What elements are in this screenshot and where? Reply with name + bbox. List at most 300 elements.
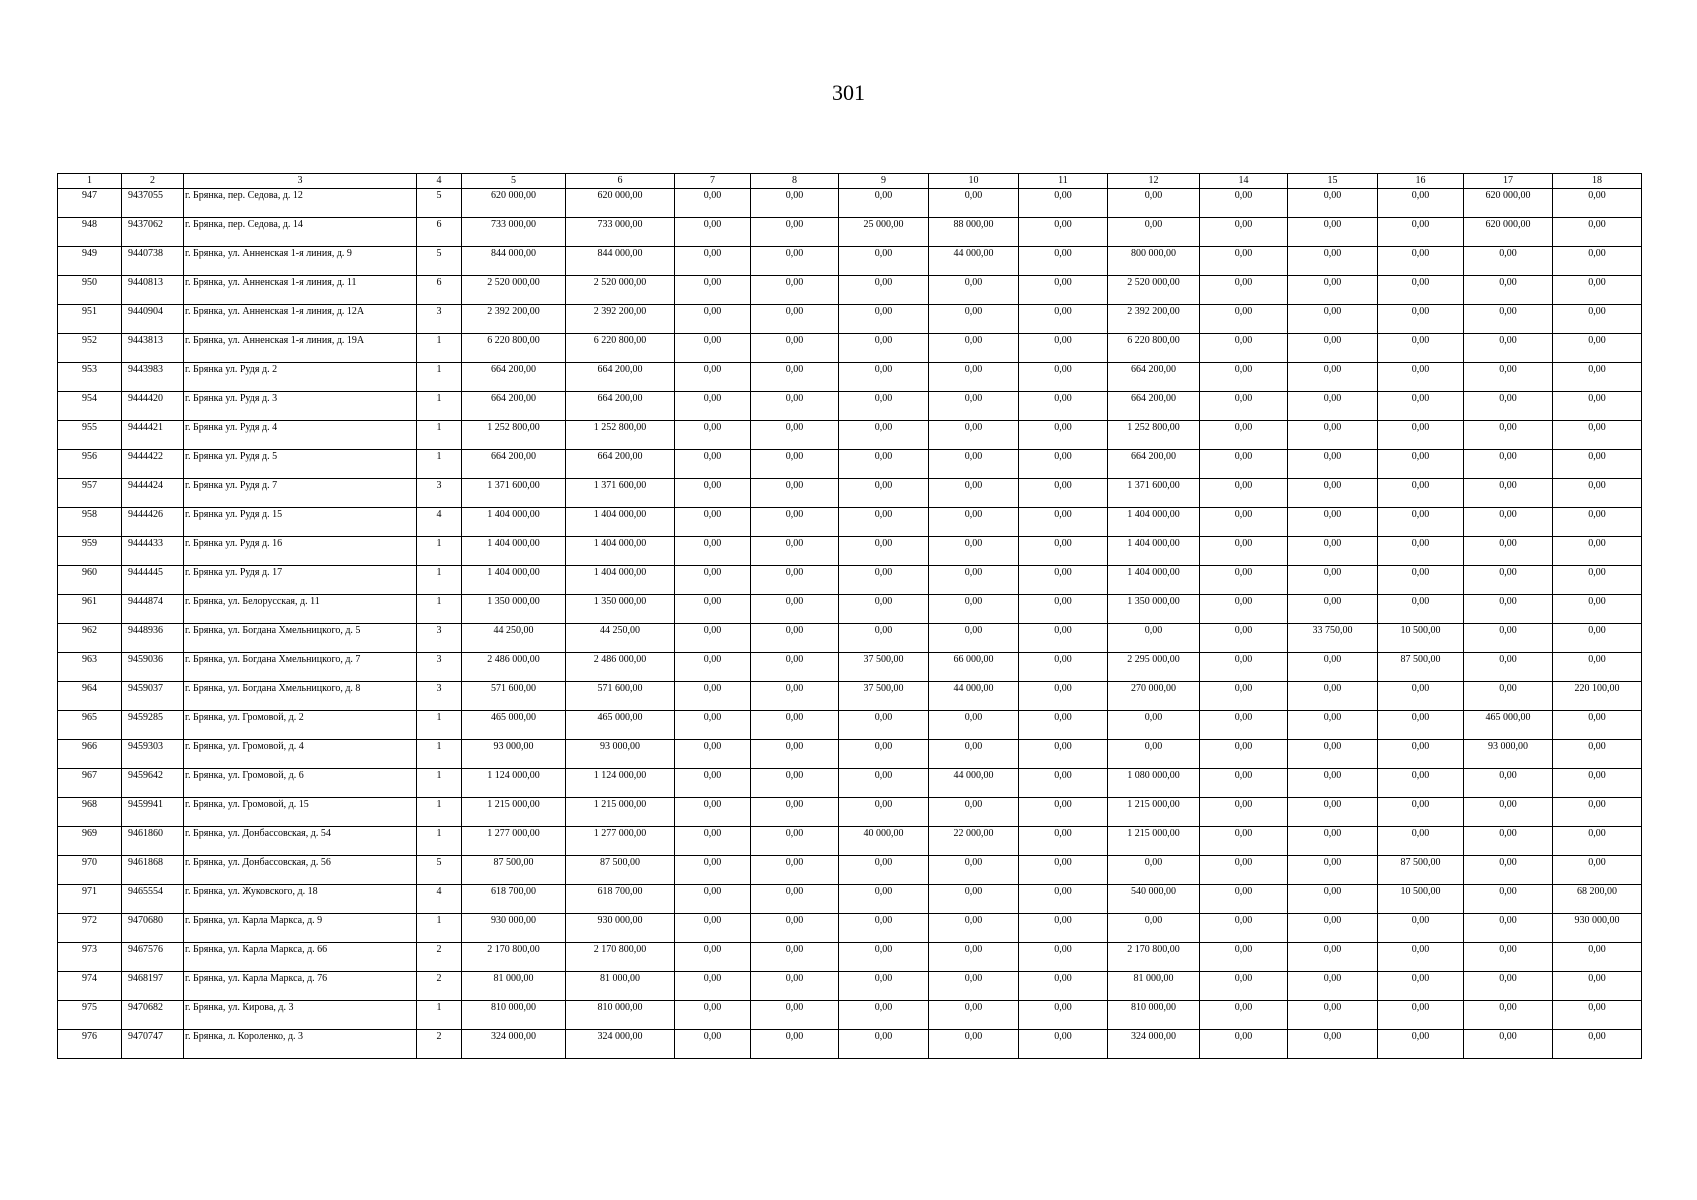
table-cell: 0,00 [1464,856,1553,885]
table-cell: 2 392 200,00 [462,305,566,334]
table-cell: 88 000,00 [929,218,1019,247]
table-cell: 0,00 [1378,450,1464,479]
table-cell: 976 [58,1030,122,1059]
table-cell: 0,00 [1464,798,1553,827]
table-cell: 0,00 [751,508,839,537]
table-cell: 4 [417,885,462,914]
table-cell: 2 170 800,00 [462,943,566,972]
table-cell: 0,00 [929,276,1019,305]
table-cell: 9444426 [122,508,184,537]
table-cell: 0,00 [751,276,839,305]
table-cell: 969 [58,827,122,856]
table-cell: 1 [417,711,462,740]
address-cell: г. Брянка, ул. Анненская 1-я линия, д. 12А [184,305,417,334]
address-cell: г. Брянка, ул. Анненская 1-я линия, д. 11 [184,276,417,305]
table-cell: 0,00 [1378,1001,1464,1030]
table-cell: 0,00 [1288,566,1378,595]
table-row [58,943,1642,972]
table-cell: 0,00 [1288,392,1378,421]
table-cell: 0,00 [675,624,751,653]
table-cell: 0,00 [1553,1001,1642,1030]
table-cell: 0,00 [751,479,839,508]
table-cell: 0,00 [1019,218,1108,247]
address-cell: г. Брянка ул. Рудя д. 17 [184,566,417,595]
table-cell: 0,00 [1200,392,1288,421]
table-cell: 0,00 [675,189,751,218]
table-cell: 0,00 [751,885,839,914]
table-cell: 0,00 [751,856,839,885]
table-cell: 0,00 [751,972,839,1001]
table-cell: 0,00 [675,537,751,566]
table-cell: 0,00 [1200,856,1288,885]
table-cell: 618 700,00 [566,885,675,914]
table-row [58,711,1642,740]
table-cell: 2 [417,943,462,972]
table-cell: 0,00 [1464,450,1553,479]
table-cell: 0,00 [1200,537,1288,566]
table-row [58,682,1642,711]
table-cell: 1 [417,740,462,769]
table-cell: 0,00 [1200,943,1288,972]
table-cell: 0,00 [839,392,929,421]
table-cell: 0,00 [1553,363,1642,392]
address-cell: г. Брянка, ул. Богдана Хмельницкого, д. 7 [184,653,417,682]
table-cell: 1 350 000,00 [1108,595,1200,624]
table-cell: 0,00 [1200,740,1288,769]
table-cell: 0,00 [1553,798,1642,827]
table-cell: 0,00 [1019,1030,1108,1059]
table-cell: 0,00 [839,1030,929,1059]
table-cell: 0,00 [1553,276,1642,305]
table-cell: 0,00 [929,566,1019,595]
table-cell: 1 [417,537,462,566]
table-cell: 0,00 [1200,914,1288,943]
table-cell: 0,00 [1019,421,1108,450]
table-cell: 0,00 [1019,769,1108,798]
table-cell: 620 000,00 [462,189,566,218]
table-cell: 0,00 [1378,1030,1464,1059]
table-cell: 971 [58,885,122,914]
table-cell: 0,00 [1553,624,1642,653]
table-cell: 0,00 [1378,769,1464,798]
table-cell: 0,00 [839,537,929,566]
table-cell: 1 215 000,00 [462,798,566,827]
table-cell: 800 000,00 [1108,247,1200,276]
table-cell: 0,00 [1288,798,1378,827]
column-header: 8 [751,174,839,189]
table-cell: 0,00 [929,740,1019,769]
table-cell: 9444420 [122,392,184,421]
table-cell: 844 000,00 [462,247,566,276]
table-cell: 0,00 [1288,595,1378,624]
table-cell: 9459941 [122,798,184,827]
table-cell: 0,00 [751,334,839,363]
table-cell: 0,00 [839,508,929,537]
table-cell: 0,00 [1464,943,1553,972]
address-cell: г. Брянка ул. Рудя д. 4 [184,421,417,450]
table-cell: 2 520 000,00 [1108,276,1200,305]
table-cell: 270 000,00 [1108,682,1200,711]
column-header: 18 [1553,174,1642,189]
table-cell: 948 [58,218,122,247]
address-cell: г. Брянка ул. Рудя д. 7 [184,479,417,508]
table-row [58,1030,1642,1059]
table-cell: 9461868 [122,856,184,885]
table-cell: 0,00 [1378,218,1464,247]
table-cell: 0,00 [839,334,929,363]
column-header: 4 [417,174,462,189]
table-cell: 0,00 [1019,711,1108,740]
header-row [58,174,1642,189]
table-cell: 0,00 [1378,305,1464,334]
table-cell: 9443813 [122,334,184,363]
address-cell: г. Брянка ул. Рудя д. 15 [184,508,417,537]
table-cell: 0,00 [1019,189,1108,218]
table-cell: 0,00 [1200,798,1288,827]
table-cell: 2 520 000,00 [462,276,566,305]
table-cell: 33 750,00 [1288,624,1378,653]
table-cell: 0,00 [839,769,929,798]
table-cell: 0,00 [1553,740,1642,769]
table-cell: 0,00 [929,305,1019,334]
table-cell: 964 [58,682,122,711]
table-cell: 0,00 [839,479,929,508]
table-cell: 0,00 [839,305,929,334]
table-cell: 0,00 [1288,711,1378,740]
table-cell: 0,00 [1464,885,1553,914]
table-cell: 9459285 [122,711,184,740]
table-cell: 0,00 [1464,537,1553,566]
column-header: 9 [839,174,929,189]
table-cell: 2 520 000,00 [566,276,675,305]
table-cell: 0,00 [1464,363,1553,392]
table-cell: 0,00 [839,798,929,827]
table-cell: 0,00 [675,682,751,711]
table-cell: 2 295 000,00 [1108,653,1200,682]
table-cell: 1 404 000,00 [462,537,566,566]
table-cell: 1 [417,450,462,479]
table-cell: 968 [58,798,122,827]
table-cell: 0,00 [675,740,751,769]
table-cell: 951 [58,305,122,334]
table-cell: 0,00 [675,827,751,856]
table-cell: 2 392 200,00 [1108,305,1200,334]
table-cell: 0,00 [1288,943,1378,972]
table-cell: 9437062 [122,218,184,247]
table-cell: 733 000,00 [566,218,675,247]
table-row [58,450,1642,479]
table-cell: 0,00 [675,653,751,682]
table-cell: 1 277 000,00 [462,827,566,856]
table-cell: 0,00 [1108,218,1200,247]
table-cell: 3 [417,653,462,682]
table-cell: 0,00 [751,595,839,624]
table-cell: 965 [58,711,122,740]
table-cell: 0,00 [1288,1030,1378,1059]
table-cell: 0,00 [675,1001,751,1030]
table-cell: 0,00 [929,537,1019,566]
table-cell: 0,00 [1200,218,1288,247]
table-cell: 1 404 000,00 [566,566,675,595]
table-cell: 0,00 [1108,856,1200,885]
table-cell: 0,00 [1288,247,1378,276]
address-cell: г. Брянка, ул. Карла Маркса, д. 66 [184,943,417,972]
table-row [58,566,1642,595]
table-cell: 0,00 [1200,334,1288,363]
table-cell: 0,00 [1108,914,1200,943]
table-cell: 6 220 800,00 [462,334,566,363]
table-cell: 0,00 [1019,740,1108,769]
table-cell: 1 [417,392,462,421]
table-cell: 0,00 [675,450,751,479]
table-cell: 733 000,00 [462,218,566,247]
table-cell: 0,00 [751,914,839,943]
table-cell: 0,00 [1288,218,1378,247]
table-cell: 962 [58,624,122,653]
table-cell: 975 [58,1001,122,1030]
table-cell: 1 371 600,00 [566,479,675,508]
table-cell: 37 500,00 [839,682,929,711]
table-cell: 0,00 [675,711,751,740]
table-cell: 68 200,00 [1553,885,1642,914]
table-cell: 956 [58,450,122,479]
table-cell: 0,00 [751,537,839,566]
table-cell: 0,00 [1464,595,1553,624]
table-cell: 959 [58,537,122,566]
table-cell: 0,00 [929,189,1019,218]
register-table [57,173,1642,1059]
table-cell: 0,00 [839,421,929,450]
table-cell: 0,00 [1019,1001,1108,1030]
table-cell: 1 404 000,00 [566,537,675,566]
table-cell: 9470747 [122,1030,184,1059]
table-cell: 0,00 [1464,276,1553,305]
table-cell: 1 350 000,00 [566,595,675,624]
table-cell: 0,00 [1200,885,1288,914]
address-cell: г. Брянка, ул. Анненская 1-я линия, д. 9 [184,247,417,276]
column-header: 6 [566,174,675,189]
table-cell: 0,00 [751,421,839,450]
table-cell: 0,00 [675,305,751,334]
table-cell: 0,00 [675,363,751,392]
table-cell: 0,00 [929,392,1019,421]
table-cell: 0,00 [839,566,929,595]
table-cell: 0,00 [1378,740,1464,769]
table-cell: 620 000,00 [566,189,675,218]
table-cell: 9470680 [122,914,184,943]
table-cell: 1 [417,914,462,943]
table-cell: 0,00 [1464,914,1553,943]
table-cell: 0,00 [1378,972,1464,1001]
table-cell: 9459037 [122,682,184,711]
table-cell: 5 [417,247,462,276]
table-cell: 0,00 [1288,363,1378,392]
table-cell: 952 [58,334,122,363]
table-row [58,189,1642,218]
table-cell: 220 100,00 [1553,682,1642,711]
table-cell: 9459303 [122,740,184,769]
table-cell: 0,00 [1378,363,1464,392]
table-cell: 1 404 000,00 [566,508,675,537]
table-cell: 0,00 [1288,334,1378,363]
address-cell: г. Брянка, л. Короленко, д. 3 [184,1030,417,1059]
table-cell: 9440813 [122,276,184,305]
table-cell: 0,00 [675,595,751,624]
table-cell: 571 600,00 [462,682,566,711]
table-cell: 0,00 [1378,421,1464,450]
column-header: 3 [184,174,417,189]
table-cell: 0,00 [1464,421,1553,450]
table-cell: 0,00 [675,334,751,363]
table-cell: 0,00 [675,914,751,943]
table-cell: 618 700,00 [462,885,566,914]
table-cell: 0,00 [1288,682,1378,711]
address-cell: г. Брянка, пер. Седова, д. 14 [184,218,417,247]
table-cell: 0,00 [1288,537,1378,566]
table-cell: 0,00 [1464,392,1553,421]
table-cell: 9459036 [122,653,184,682]
table-cell: 0,00 [1553,566,1642,595]
table-cell: 81 000,00 [462,972,566,1001]
table-cell: 0,00 [929,1001,1019,1030]
table-cell: 571 600,00 [566,682,675,711]
table-cell: 0,00 [929,450,1019,479]
table-cell: 0,00 [1464,972,1553,1001]
table-cell: 0,00 [1288,972,1378,1001]
table-row [58,218,1642,247]
table-cell: 0,00 [1553,856,1642,885]
table-cell: 966 [58,740,122,769]
table-cell: 0,00 [1378,537,1464,566]
table-row [58,479,1642,508]
table-cell: 9467576 [122,943,184,972]
table-cell: 0,00 [839,624,929,653]
address-cell: г. Брянка, ул. Громовой, д. 15 [184,798,417,827]
table-cell: 1 [417,334,462,363]
table-cell: 0,00 [929,624,1019,653]
address-cell: г. Брянка, ул. Богдана Хмельницкого, д. 8 [184,682,417,711]
address-cell: г. Брянка ул. Рудя д. 2 [184,363,417,392]
table-cell: 0,00 [1200,624,1288,653]
table-cell: 0,00 [1288,421,1378,450]
table-cell: 0,00 [1378,827,1464,856]
table-cell: 0,00 [675,769,751,798]
table-row [58,740,1642,769]
table-cell: 0,00 [751,566,839,595]
table-cell: 0,00 [675,856,751,885]
table-cell: 2 [417,972,462,1001]
table-cell: 0,00 [1288,769,1378,798]
table-cell: 0,00 [1019,856,1108,885]
table-cell: 0,00 [839,885,929,914]
table-cell: 0,00 [675,885,751,914]
table-cell: 0,00 [1553,450,1642,479]
table-cell: 3 [417,624,462,653]
table-cell: 1 350 000,00 [462,595,566,624]
table-row [58,798,1642,827]
table-cell: 0,00 [1200,276,1288,305]
table-cell: 0,00 [1200,682,1288,711]
table-cell: 10 500,00 [1378,624,1464,653]
table-cell: 0,00 [1200,1030,1288,1059]
table-cell: 0,00 [1464,479,1553,508]
table-cell: 0,00 [929,943,1019,972]
table-cell: 93 000,00 [1464,740,1553,769]
table-cell: 0,00 [1378,392,1464,421]
table-cell: 0,00 [1288,653,1378,682]
table-cell: 0,00 [1288,885,1378,914]
table-row [58,421,1642,450]
table-cell: 0,00 [839,595,929,624]
table-cell: 87 500,00 [1378,653,1464,682]
table-cell: 972 [58,914,122,943]
address-cell: г. Брянка, ул. Белорусская, д. 11 [184,595,417,624]
table-row [58,508,1642,537]
table-cell: 620 000,00 [1464,189,1553,218]
table-cell: 0,00 [1464,769,1553,798]
table-cell: 9444421 [122,421,184,450]
table-cell: 0,00 [751,798,839,827]
table-cell: 0,00 [1200,711,1288,740]
table-cell: 0,00 [1288,1001,1378,1030]
table-cell: 40 000,00 [839,827,929,856]
table-cell: 1 [417,363,462,392]
table-row [58,972,1642,1001]
table-cell: 0,00 [675,479,751,508]
table-cell: 0,00 [1464,653,1553,682]
table-cell: 0,00 [751,247,839,276]
table-cell: 1 215 000,00 [1108,827,1200,856]
table-cell: 0,00 [1553,769,1642,798]
table-cell: 465 000,00 [566,711,675,740]
table-cell: 0,00 [675,421,751,450]
table-cell: 4 [417,508,462,537]
table-cell: 10 500,00 [1378,885,1464,914]
table-cell: 0,00 [1464,1001,1553,1030]
table-cell: 0,00 [929,914,1019,943]
table-cell: 44 250,00 [566,624,675,653]
column-header: 17 [1464,174,1553,189]
table-cell: 44 000,00 [929,682,1019,711]
table-cell: 0,00 [1019,479,1108,508]
table-cell: 2 [417,1030,462,1059]
table-cell: 947 [58,189,122,218]
table-cell: 0,00 [1553,537,1642,566]
table-cell: 0,00 [751,682,839,711]
table-cell: 0,00 [1553,508,1642,537]
table-cell: 3 [417,479,462,508]
table-cell: 955 [58,421,122,450]
table-cell: 0,00 [1553,392,1642,421]
table-cell: 9443983 [122,363,184,392]
table-cell: 0,00 [675,247,751,276]
table-cell: 953 [58,363,122,392]
table-cell: 465 000,00 [1464,711,1553,740]
table-cell: 540 000,00 [1108,885,1200,914]
table-cell: 0,00 [839,711,929,740]
table-cell: 0,00 [1553,189,1642,218]
table-cell: 0,00 [1288,740,1378,769]
table-cell: 0,00 [1553,421,1642,450]
table-cell: 0,00 [1288,450,1378,479]
table-cell: 930 000,00 [462,914,566,943]
address-cell: г. Брянка ул. Рудя д. 3 [184,392,417,421]
table-cell: 2 486 000,00 [566,653,675,682]
table-cell: 0,00 [929,479,1019,508]
table-cell: 0,00 [929,798,1019,827]
table-cell: 0,00 [1288,189,1378,218]
table-row [58,363,1642,392]
